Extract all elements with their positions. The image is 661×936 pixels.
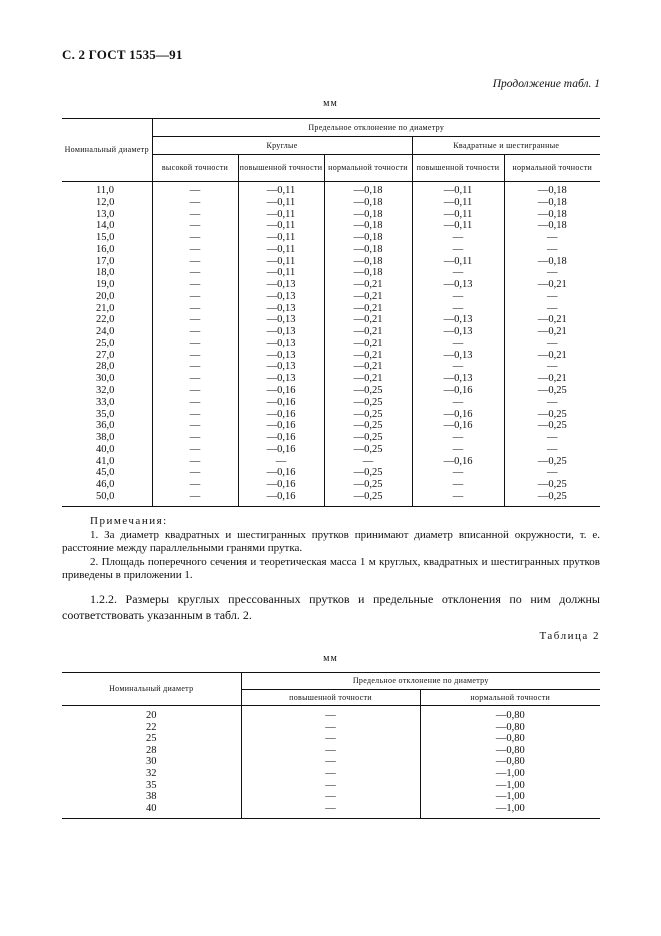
- row-deviation: —: [241, 733, 420, 745]
- row-deviation: —0,25: [504, 420, 600, 432]
- row-deviation: —0,21: [324, 314, 412, 326]
- row-deviation: —0,25: [504, 456, 600, 468]
- row-deviation: —0,11: [238, 209, 324, 221]
- row-deviation: —0,11: [238, 182, 324, 197]
- row-deviation: —0,13: [412, 314, 504, 326]
- row-diameter: 11,0: [96, 185, 114, 196]
- table-row: [62, 456, 600, 468]
- table-row: [62, 491, 600, 506]
- row-deviation: —: [152, 314, 238, 326]
- row-deviation: —: [412, 467, 504, 479]
- row-deviation: —: [152, 220, 238, 232]
- row-deviation: —: [241, 768, 420, 780]
- row-deviation: —: [412, 491, 504, 506]
- row-deviation: —: [504, 232, 600, 244]
- row-diameter: 32: [146, 767, 157, 779]
- table-row: [62, 768, 600, 780]
- table2-unit: мм: [323, 653, 338, 664]
- table-row: [62, 745, 600, 757]
- row-deviation: —0,13: [412, 279, 504, 291]
- row-deviation: —0,25: [324, 479, 412, 491]
- row-deviation: —: [152, 232, 238, 244]
- row-deviation: —0,13: [238, 326, 324, 338]
- row-deviation: —0,18: [504, 209, 600, 221]
- table-row: [62, 291, 600, 303]
- row-diameter: 33,0: [96, 396, 115, 408]
- row-deviation: —: [241, 756, 420, 768]
- row-deviation: —: [412, 232, 504, 244]
- row-deviation: —: [152, 361, 238, 373]
- row-deviation: —: [152, 209, 238, 221]
- row-deviation: —0,21: [324, 361, 412, 373]
- table-row: [62, 791, 600, 803]
- row-deviation: —0,11: [412, 209, 504, 221]
- row-diameter: 14,0: [96, 220, 115, 232]
- row-deviation: —: [241, 722, 420, 734]
- row-deviation: —: [412, 303, 504, 315]
- header-square-increased: повышенной точности: [412, 155, 504, 182]
- row-deviation: —0,21: [504, 279, 600, 291]
- row-diameter: 27,0: [96, 349, 115, 361]
- table-row: [62, 197, 600, 209]
- table-row: [62, 182, 600, 197]
- row-deviation: —: [152, 350, 238, 362]
- t2-header-deviation: Предельное отклонение по диаметру: [241, 673, 600, 690]
- row-deviation: —: [324, 456, 412, 468]
- row-deviation: —0,18: [504, 197, 600, 209]
- row-deviation: —0,18: [324, 232, 412, 244]
- row-deviation: —: [152, 444, 238, 456]
- table-row: [62, 803, 600, 819]
- row-deviation: —1,00: [420, 803, 600, 819]
- row-deviation: —1,00: [420, 791, 600, 803]
- row-diameter: 30: [146, 756, 157, 768]
- row-deviation: —: [152, 197, 238, 209]
- header-round-increased: повышенной точности: [238, 155, 324, 182]
- row-deviation: —0,80: [420, 756, 600, 768]
- row-deviation: —: [152, 267, 238, 279]
- row-deviation: —: [152, 467, 238, 479]
- row-diameter: 32,0: [96, 385, 115, 397]
- table-continuation-label: Продолжение табл. 1: [492, 78, 600, 90]
- row-deviation: —0,16: [238, 479, 324, 491]
- row-deviation: —0,16: [238, 432, 324, 444]
- row-deviation: —0,25: [324, 420, 412, 432]
- row-deviation: —: [412, 291, 504, 303]
- row-deviation: —0,18: [324, 209, 412, 221]
- table-row: [62, 432, 600, 444]
- row-deviation: —0,21: [504, 373, 600, 385]
- table-row: [62, 479, 600, 491]
- row-deviation: —0,13: [238, 350, 324, 362]
- table-row: [62, 256, 600, 268]
- row-deviation: —0,25: [504, 491, 600, 506]
- row-deviation: —0,11: [238, 220, 324, 232]
- table-row: [62, 232, 600, 244]
- row-deviation: —0,21: [324, 338, 412, 350]
- table-row: [62, 267, 600, 279]
- row-deviation: —: [412, 397, 504, 409]
- row-deviation: —0,16: [238, 409, 324, 421]
- table-row: [62, 444, 600, 456]
- row-diameter: 40,0: [96, 443, 115, 455]
- t2-header-increased: повышенной точности: [241, 690, 420, 706]
- row-diameter: 38,0: [96, 432, 115, 444]
- table-row: [62, 338, 600, 350]
- row-deviation: —0,13: [238, 373, 324, 385]
- row-deviation: —0,13: [412, 326, 504, 338]
- table1: [62, 118, 600, 507]
- row-deviation: —: [241, 803, 420, 819]
- row-diameter: 25: [146, 733, 157, 745]
- row-deviation: —0,13: [238, 338, 324, 350]
- row-deviation: —1,00: [420, 780, 600, 792]
- table-row: [62, 733, 600, 745]
- row-deviation: —0,13: [238, 361, 324, 373]
- row-deviation: —0,21: [324, 279, 412, 291]
- row-deviation: —: [152, 244, 238, 256]
- header-nominal-diameter: Номинальный диаметр: [62, 119, 152, 182]
- t2-header-normal: нормальной точности: [420, 690, 600, 706]
- row-deviation: —0,21: [504, 326, 600, 338]
- row-deviation: —: [152, 182, 238, 197]
- row-deviation: —0,11: [238, 197, 324, 209]
- row-deviation: —0,16: [412, 409, 504, 421]
- row-deviation: —0,25: [324, 444, 412, 456]
- row-deviation: —0,16: [238, 491, 324, 506]
- row-deviation: —0,13: [238, 303, 324, 315]
- row-deviation: —0,25: [324, 385, 412, 397]
- table-row: [62, 361, 600, 373]
- row-deviation: —: [152, 409, 238, 421]
- row-deviation: —0,13: [238, 291, 324, 303]
- row-deviation: —: [152, 397, 238, 409]
- row-deviation: —: [241, 706, 420, 722]
- row-deviation: —0,25: [504, 479, 600, 491]
- row-deviation: —0,80: [420, 733, 600, 745]
- row-deviation: —0,21: [504, 314, 600, 326]
- row-deviation: —0,11: [412, 197, 504, 209]
- row-deviation: —: [241, 745, 420, 757]
- table-row: [62, 756, 600, 768]
- row-deviation: —0,13: [238, 279, 324, 291]
- row-deviation: —0,16: [238, 420, 324, 432]
- row-deviation: —0,18: [324, 256, 412, 268]
- row-deviation: —0,11: [238, 232, 324, 244]
- row-diameter: 35: [146, 779, 157, 791]
- row-deviation: —: [412, 338, 504, 350]
- note-2: 2. Площадь поперечного сечения и теоретическая масса 1 м круглых, квадратных и шестигранных прутков приведены в приложении 1.: [62, 555, 600, 581]
- table-row: [62, 409, 600, 421]
- row-deviation: —: [504, 467, 600, 479]
- row-deviation: —: [504, 397, 600, 409]
- row-deviation: —0,80: [420, 706, 600, 722]
- note-1: 1. За диаметр квадратных и шестигранных прутков принимают диаметр вписанной окружности, т. е. расстояние между параллельными гранями прутка.: [62, 528, 600, 554]
- row-deviation: —0,25: [504, 409, 600, 421]
- row-deviation: —: [152, 373, 238, 385]
- row-deviation: —: [504, 432, 600, 444]
- row-diameter: 16,0: [96, 243, 115, 255]
- row-deviation: —: [412, 444, 504, 456]
- paragraph-1-2-2: 1.2.2. Размеры круглых прессованных прутков и предельные отклонения по ним должны соответствовать указанным в табл. 2.: [62, 592, 600, 622]
- row-deviation: —0,13: [412, 350, 504, 362]
- row-deviation: —: [412, 244, 504, 256]
- row-diameter: 28: [146, 744, 157, 756]
- row-deviation: —: [152, 432, 238, 444]
- row-diameter: 36,0: [96, 420, 115, 432]
- header-square-normal: нормальной точности: [504, 155, 600, 182]
- row-diameter: 35,0: [96, 408, 115, 420]
- row-deviation: —0,16: [412, 385, 504, 397]
- row-diameter: 28,0: [96, 361, 115, 373]
- table-row: [62, 244, 600, 256]
- row-deviation: —0,18: [504, 182, 600, 197]
- row-deviation: —: [152, 256, 238, 268]
- row-diameter: 22,0: [96, 314, 115, 326]
- row-deviation: —0,80: [420, 722, 600, 734]
- notes: [62, 515, 600, 583]
- row-deviation: —: [238, 456, 324, 468]
- row-deviation: —0,80: [420, 745, 600, 757]
- table-row: [62, 303, 600, 315]
- row-diameter: 15,0: [96, 232, 115, 244]
- table2-body: [62, 706, 600, 819]
- table2-label: Таблица 2: [539, 630, 600, 642]
- row-deviation: —: [241, 780, 420, 792]
- table2: [62, 672, 600, 819]
- row-deviation: —: [152, 303, 238, 315]
- t2-header-nominal-diameter: Номинальный диаметр: [62, 673, 241, 706]
- row-deviation: —0,18: [324, 220, 412, 232]
- row-deviation: —: [504, 303, 600, 315]
- row-deviation: —: [504, 267, 600, 279]
- row-deviation: —0,21: [324, 373, 412, 385]
- header-round: Круглые: [152, 137, 412, 155]
- row-deviation: —0,25: [324, 409, 412, 421]
- row-deviation: —: [504, 361, 600, 373]
- header-square-hex: Квадратные и шестигранные: [412, 137, 600, 155]
- row-diameter: 21,0: [96, 302, 115, 314]
- row-deviation: —0,13: [412, 373, 504, 385]
- row-deviation: —: [241, 791, 420, 803]
- row-deviation: —: [152, 385, 238, 397]
- row-diameter: 22: [146, 721, 157, 733]
- row-deviation: —0,21: [324, 326, 412, 338]
- table1-body: [62, 182, 600, 507]
- row-deviation: —: [152, 491, 238, 506]
- row-deviation: —0,18: [324, 182, 412, 197]
- row-diameter: 13,0: [96, 208, 115, 220]
- row-deviation: —: [412, 479, 504, 491]
- row-deviation: —0,25: [324, 491, 412, 506]
- row-deviation: —0,18: [324, 267, 412, 279]
- row-deviation: —: [152, 326, 238, 338]
- table-row: [62, 209, 600, 221]
- row-deviation: —: [152, 338, 238, 350]
- table-row: [62, 385, 600, 397]
- row-diameter: 12,0: [96, 196, 115, 208]
- row-deviation: —0,25: [324, 432, 412, 444]
- row-deviation: —0,16: [238, 467, 324, 479]
- table-row: [62, 314, 600, 326]
- row-deviation: —0,25: [324, 397, 412, 409]
- row-deviation: —0,16: [238, 444, 324, 456]
- row-deviation: —: [412, 432, 504, 444]
- row-deviation: —0,21: [324, 291, 412, 303]
- row-deviation: —: [152, 279, 238, 291]
- row-deviation: —: [152, 291, 238, 303]
- table-row: [62, 373, 600, 385]
- table-row: [62, 420, 600, 432]
- row-deviation: —: [412, 361, 504, 373]
- table-row: [62, 220, 600, 232]
- row-deviation: —: [504, 338, 600, 350]
- table1-unit: мм: [323, 98, 338, 109]
- row-deviation: —1,00: [420, 768, 600, 780]
- row-diameter: 20,0: [96, 290, 115, 302]
- row-deviation: —0,11: [238, 256, 324, 268]
- row-diameter: 40: [146, 802, 157, 814]
- row-diameter: 24,0: [96, 326, 115, 338]
- table-row: [62, 722, 600, 734]
- row-diameter: 20: [146, 710, 157, 721]
- row-diameter: 30,0: [96, 373, 115, 385]
- row-deviation: —: [152, 420, 238, 432]
- row-diameter: 41,0: [96, 455, 115, 467]
- table-row: [62, 467, 600, 479]
- header-round-high: высокой точности: [152, 155, 238, 182]
- row-deviation: —0,18: [324, 197, 412, 209]
- page-header: С. 2 ГОСТ 1535—91: [62, 47, 183, 62]
- row-deviation: —: [504, 291, 600, 303]
- row-diameter: 46,0: [96, 479, 115, 491]
- row-deviation: —0,21: [504, 350, 600, 362]
- header-round-normal: нормальной точности: [324, 155, 412, 182]
- table-row: [62, 780, 600, 792]
- row-diameter: 45,0: [96, 467, 115, 479]
- row-deviation: —0,13: [238, 314, 324, 326]
- row-diameter: 18,0: [96, 267, 115, 279]
- row-deviation: —: [504, 444, 600, 456]
- row-deviation: —0,11: [412, 220, 504, 232]
- header-deviation: Предельное отклонение по диаметру: [152, 119, 600, 137]
- row-deviation: —: [152, 456, 238, 468]
- row-deviation: —0,16: [412, 420, 504, 432]
- row-diameter: 50,0: [96, 490, 115, 502]
- row-deviation: —0,11: [412, 182, 504, 197]
- table-row: [62, 326, 600, 338]
- table-row: [62, 350, 600, 362]
- table-row: [62, 279, 600, 291]
- row-deviation: —0,16: [238, 385, 324, 397]
- row-deviation: —0,16: [412, 456, 504, 468]
- row-diameter: 19,0: [96, 279, 115, 291]
- table-row: [62, 397, 600, 409]
- row-deviation: —0,21: [324, 303, 412, 315]
- row-deviation: —0,25: [504, 385, 600, 397]
- row-deviation: —0,11: [412, 256, 504, 268]
- row-deviation: —0,16: [238, 397, 324, 409]
- row-deviation: —0,18: [504, 220, 600, 232]
- row-deviation: —0,18: [324, 244, 412, 256]
- row-deviation: —0,18: [504, 256, 600, 268]
- row-diameter: 38: [146, 791, 157, 803]
- row-diameter: 25,0: [96, 337, 115, 349]
- row-deviation: —: [412, 267, 504, 279]
- row-diameter: 17,0: [96, 255, 115, 267]
- row-deviation: —0,25: [324, 467, 412, 479]
- row-deviation: —0,11: [238, 244, 324, 256]
- row-deviation: —: [152, 479, 238, 491]
- row-deviation: —0,11: [238, 267, 324, 279]
- notes-title: Примечания:: [90, 515, 168, 527]
- row-deviation: —0,21: [324, 350, 412, 362]
- table-row: [62, 706, 600, 722]
- row-deviation: —: [504, 244, 600, 256]
